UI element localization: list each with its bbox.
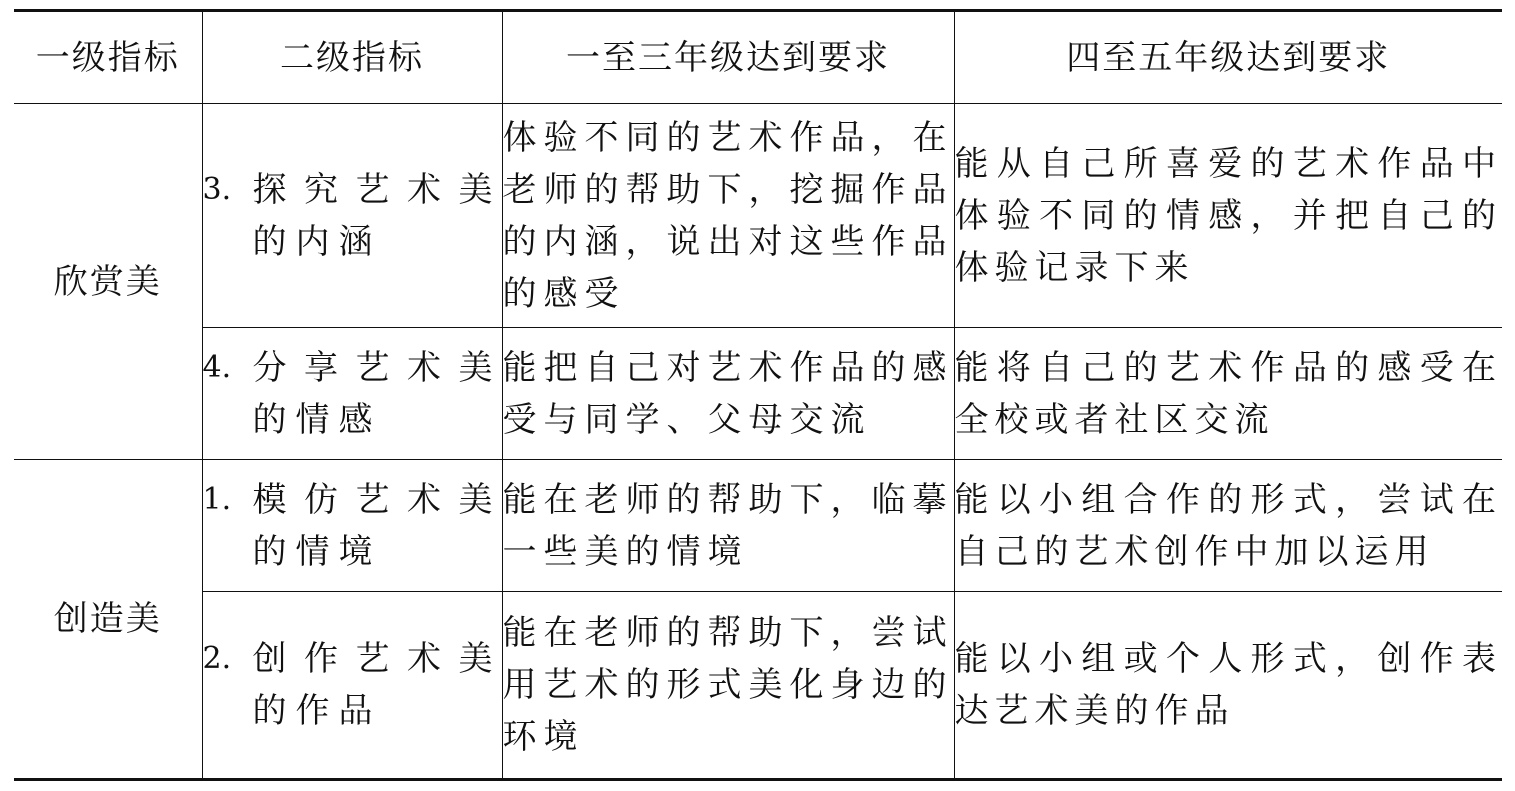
row-index: 1. xyxy=(202,481,232,517)
level2-cell xyxy=(202,104,502,328)
level2-text: 分享艺术美的情感 xyxy=(252,347,502,440)
header-grade-1-3: 一至三年级达到要求 xyxy=(502,11,954,104)
level1-cell-appreciate: 欣赏美 xyxy=(14,104,202,460)
grade-4-5-cell: 能从自己所喜爱的艺术作品中体验不同的情感，并把自己的体验记录下来 xyxy=(954,104,1502,328)
level2-text: 模仿艺术美的情境 xyxy=(252,479,502,572)
row-index: 2. xyxy=(202,641,232,676)
level2-text: 探究艺术美的内涵 xyxy=(252,169,502,262)
level2-cell xyxy=(202,328,502,460)
grade-1-3-cell: 能在老师的帮助下，临摹一些美的情境 xyxy=(502,460,954,592)
level2-text: 创作艺术美的作品 xyxy=(252,639,502,731)
standards-table xyxy=(14,9,1502,781)
table-row xyxy=(14,104,1502,328)
grade-4-5-cell: 能以小组合作的形式，尝试在自己的艺术创作中加以运用 xyxy=(954,460,1502,592)
level2-cell xyxy=(202,460,502,592)
grade-4-5-cell: 能将自己的艺术作品的感受在全校或者社区交流 xyxy=(954,328,1502,460)
row-index: 3. xyxy=(202,171,232,207)
header-level1: 一级指标 xyxy=(14,11,202,104)
table-row xyxy=(14,592,1502,780)
grade-4-5-cell: 能以小组或个人形式，创作表达艺术美的作品 xyxy=(954,592,1502,780)
table-row xyxy=(14,460,1502,592)
header-row xyxy=(14,11,1502,104)
grade-1-3-cell: 能在老师的帮助下，尝试用艺术的形式美化身边的环境 xyxy=(502,592,954,780)
grade-1-3-cell: 能把自己对艺术作品的感受与同学、父母交流 xyxy=(502,328,954,460)
level1-cell-create: 创造美 xyxy=(14,460,202,780)
level2-cell xyxy=(202,592,502,780)
header-grade-4-5: 四至五年级达到要求 xyxy=(954,11,1502,104)
row-index: 4. xyxy=(202,349,232,385)
grade-1-3-cell: 体验不同的艺术作品，在老师的帮助下，挖掘作品的内涵，说出对这些作品的感受 xyxy=(502,104,954,328)
table-row xyxy=(14,328,1502,460)
header-level2: 二级指标 xyxy=(202,11,502,104)
